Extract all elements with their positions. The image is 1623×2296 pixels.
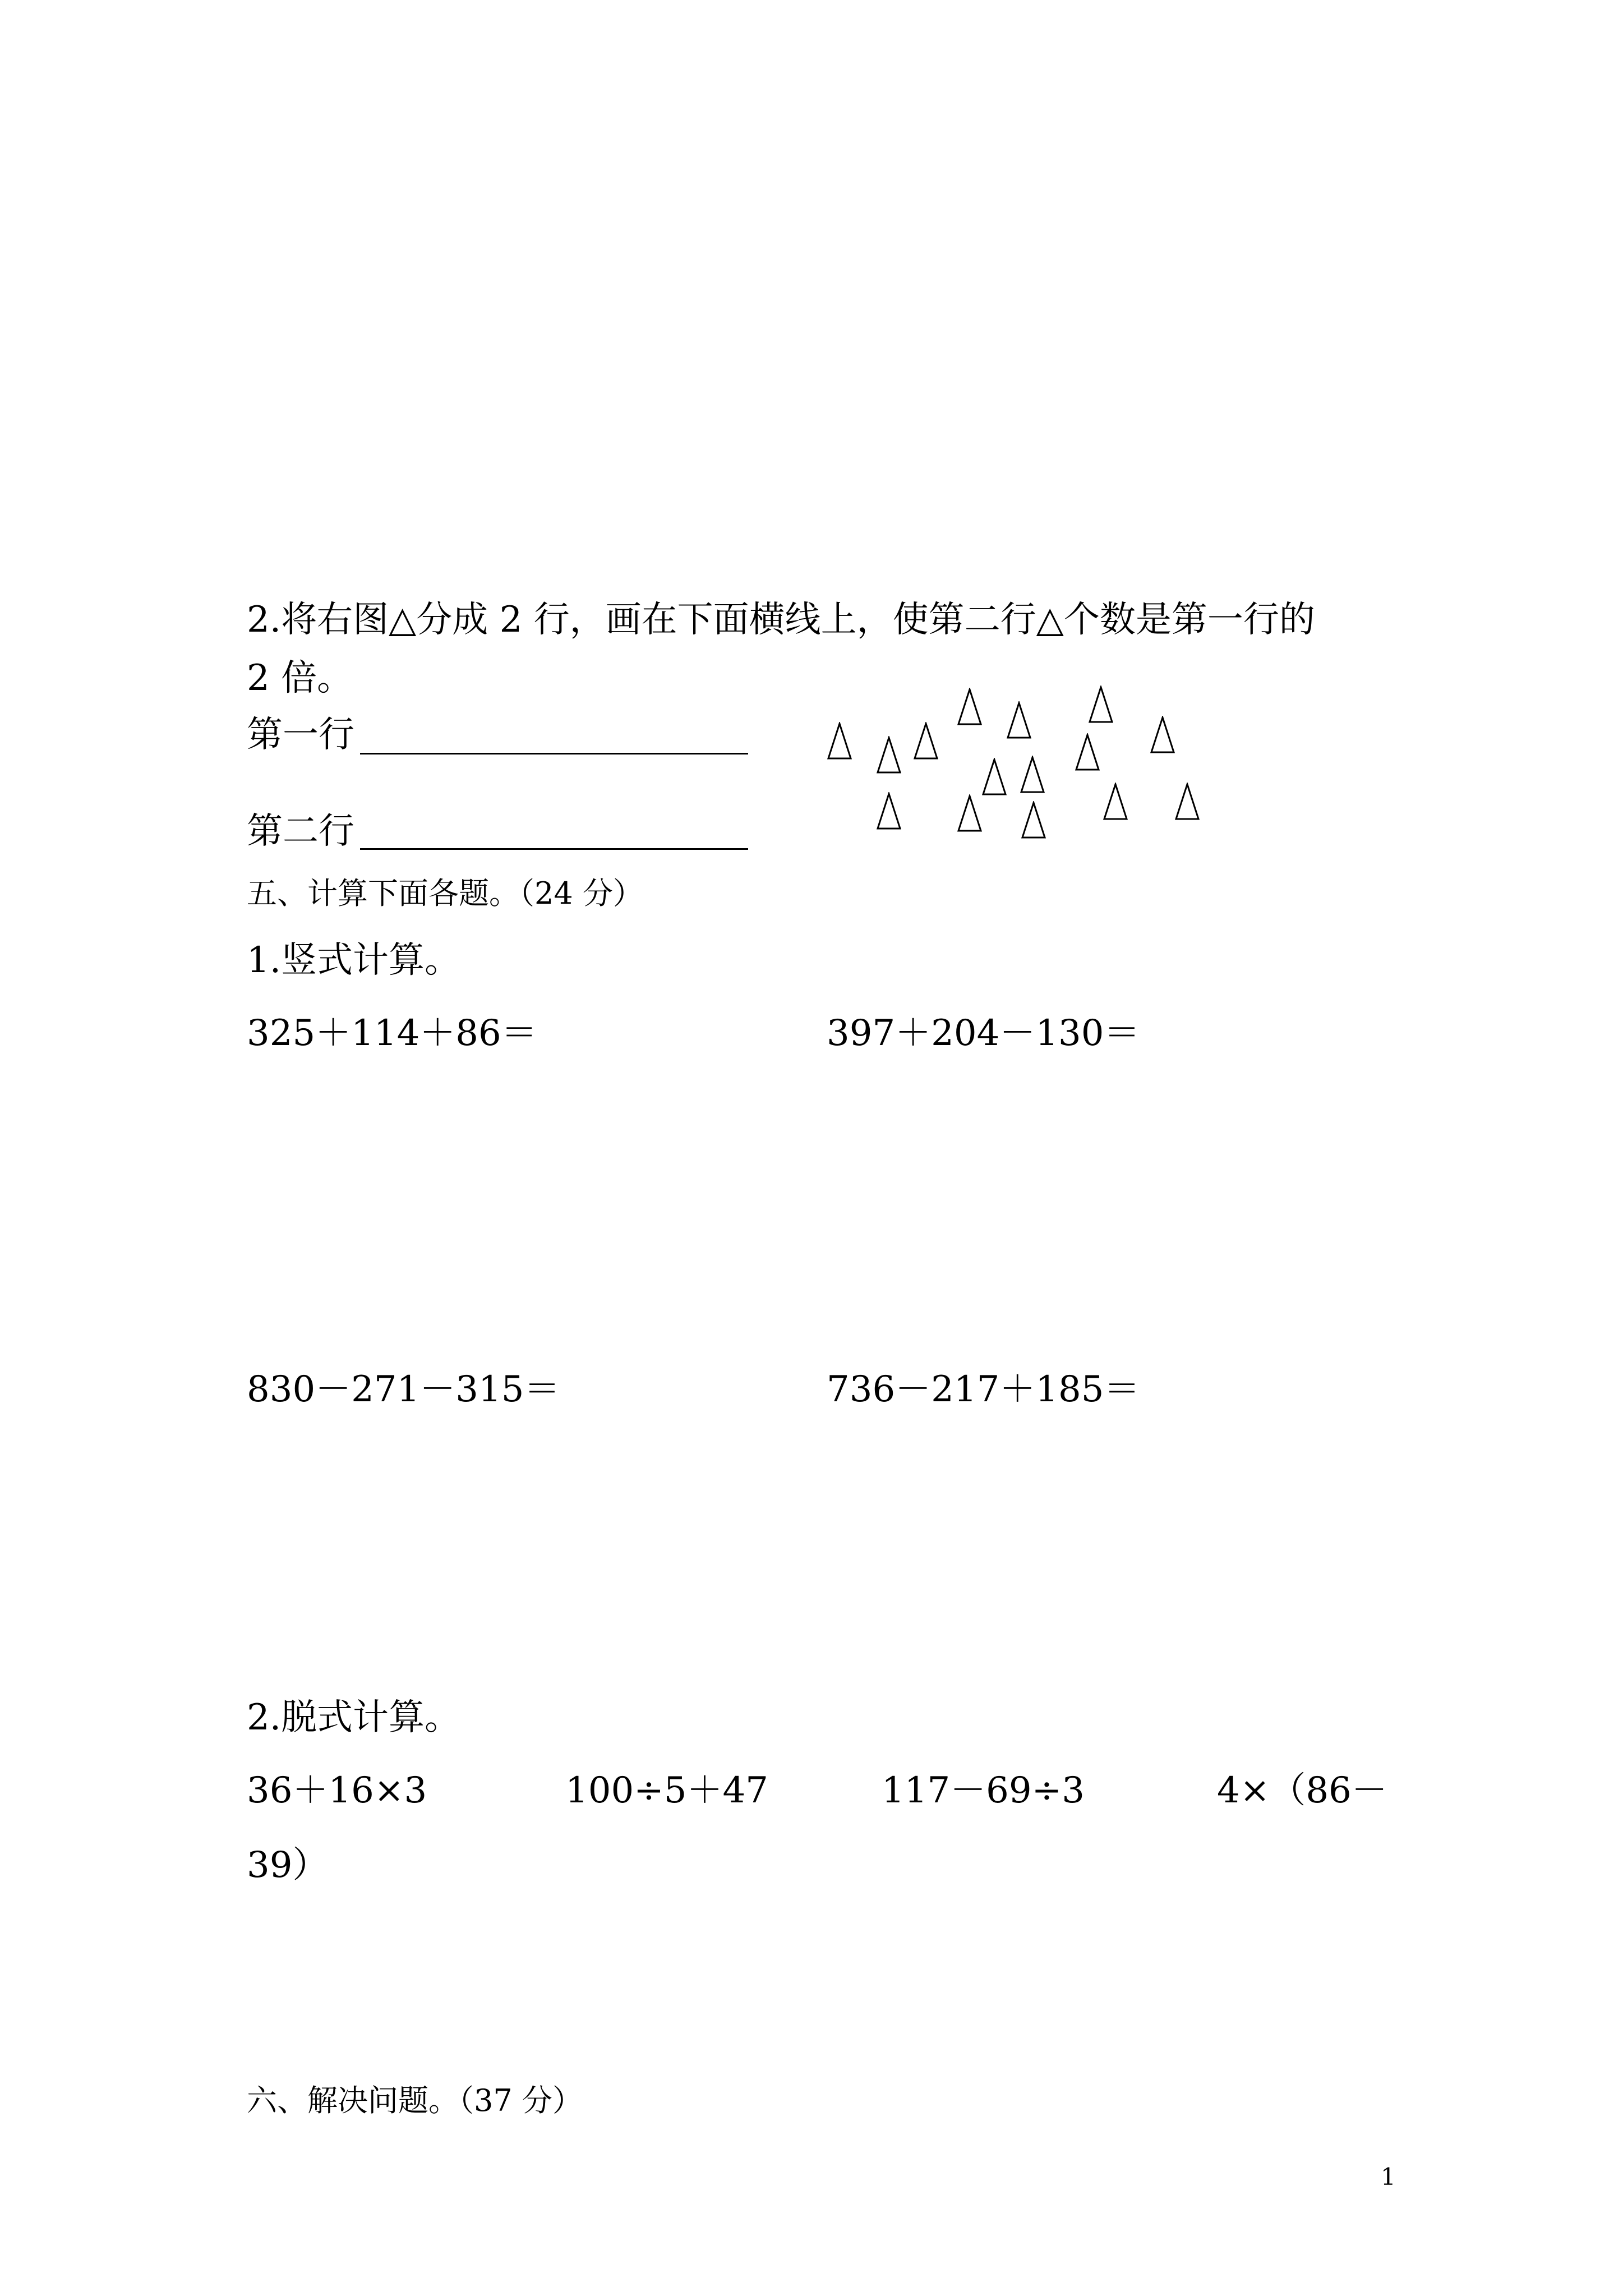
triangle-icon [1150, 716, 1175, 754]
triangle-icon [1075, 733, 1100, 771]
triangle-icon [876, 736, 902, 774]
triangle-icon [913, 722, 939, 760]
section5-title: 五、计算下面各题。（24 分） [247, 876, 643, 911]
triangle-icon [1174, 783, 1200, 821]
row1-label: 第一行 [247, 714, 354, 756]
expr-100: 100÷5＋47 [565, 1770, 768, 1811]
page-number: 1 [1381, 2163, 1396, 2191]
triangle-icon [1006, 701, 1032, 739]
triangle-icon [957, 688, 983, 726]
triangle-icon [1020, 756, 1045, 794]
q2-text-line2: 2 倍。 [247, 657, 353, 699]
triangle-icon [1103, 783, 1128, 821]
triangle-icon [827, 722, 852, 760]
expr-36: 36＋16×3 [247, 1770, 427, 1811]
row2-answer-line[interactable] [360, 848, 748, 850]
expr-117: 117－69÷3 [882, 1770, 1085, 1811]
triangle-icon [981, 758, 1007, 796]
triangle-icon [876, 792, 902, 830]
part2-heading: 2.脱式计算。 [247, 1697, 461, 1738]
triangle-icon [1088, 685, 1114, 724]
expr-397: 397＋204－130＝ [827, 1013, 1140, 1054]
expr-325: 325＋114＋86＝ [247, 1013, 537, 1054]
expr-4x-part2: 39） [247, 1844, 329, 1886]
triangle-icon [957, 794, 983, 832]
row1-answer-line[interactable] [360, 753, 748, 754]
row2-label: 第二行 [247, 811, 354, 852]
part1-heading: 1.竖式计算。 [247, 940, 461, 981]
triangle-icon [1021, 801, 1046, 839]
expr-830: 830－271－315＝ [247, 1369, 560, 1410]
q2-text-line1: 2.将右图△分成 2 行，画在下面横线上，使第二行△个数是第一行的 [247, 599, 1315, 641]
section6-title: 六、解决问题。（37 分） [247, 2083, 583, 2118]
expr-736: 736－217＋185＝ [827, 1369, 1140, 1410]
expr-4x-part1: 4×（86－ [1217, 1770, 1387, 1811]
